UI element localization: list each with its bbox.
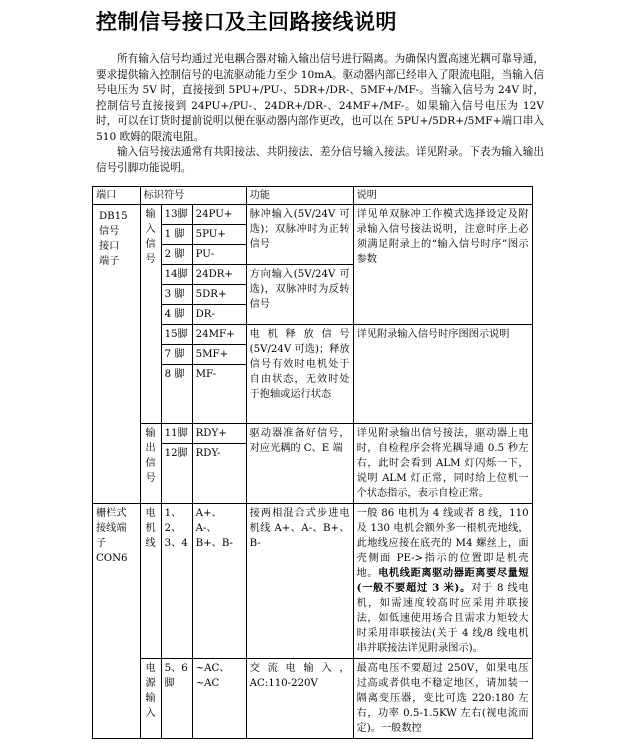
motor-group-cell: 电机线 <box>140 504 161 659</box>
output-group-cell: 输出信号 <box>140 424 161 504</box>
intro-paragraph-2: 输入信号接法通常有共阳接法、共阴接法、差分信号输入接法。详见附录。下表为输入输出信号引脚功能说明。 <box>96 146 544 174</box>
signal-cell: RDY- <box>192 444 246 504</box>
pin-cell: 13脚 <box>161 205 192 225</box>
note-cell <box>353 504 532 659</box>
table-row <box>93 205 533 225</box>
signal-cell: DR- <box>192 305 246 325</box>
page-title: 控制信号接口及主回路接线说明 <box>96 10 397 34</box>
function-cell: 驱动器准备好信号，对应光耦的 C、E 端 <box>246 424 353 504</box>
signal-cell: PU- <box>192 245 246 265</box>
db15-port-cell: DB15信号接口端子 <box>93 205 141 504</box>
pin-cell: 14脚 <box>161 265 192 285</box>
signal-cell: A+、A-、B+、B- <box>192 504 246 659</box>
pin-cell: 12脚 <box>161 444 192 504</box>
pin-cell: 15脚 <box>161 325 192 345</box>
pin-cell: 11脚 <box>161 424 192 444</box>
input-group-cell: 输入信号 <box>140 205 161 424</box>
pin-cell: 5、6脚 <box>161 659 192 739</box>
signal-table <box>92 186 533 739</box>
note-cell: 详见附录输入信号时序图图示说明 <box>353 325 532 424</box>
table-header-row <box>93 187 533 205</box>
header-note: 说明 <box>353 187 532 205</box>
signal-cell: ~AC、~AC <box>192 659 246 739</box>
pin-cell: 8 脚 <box>161 365 192 424</box>
pin-cell: 4 脚 <box>161 305 192 325</box>
function-cell: 方向输入(5V/24V 可选)，双脉冲时为反转信号 <box>246 265 353 325</box>
table-row <box>93 659 533 739</box>
pin-cell: 2 脚 <box>161 245 192 265</box>
header-port: 端口 <box>93 187 141 205</box>
table-row <box>93 424 533 444</box>
motor-note-a: 一般 86 电机为 4 线或者 8 线，110 及 130 电机会额外多一根机壳地线，此地线应接在底壳的 M4 螺丝上，面壳侧面 PE->指示的位置即是机壳地。 <box>356 508 529 579</box>
signal-cell: 5DR+ <box>192 285 246 305</box>
signal-cell: 24DR+ <box>192 265 246 285</box>
power-group-cell: 电源输入 <box>140 659 161 739</box>
pin-cell: 7 脚 <box>161 345 192 365</box>
header-function: 功能 <box>246 187 353 205</box>
table-row <box>93 504 533 659</box>
signal-cell: 5MF+ <box>192 345 246 365</box>
header-label: 标识符号 <box>140 187 246 205</box>
pin-cell: 1、2、3、4 <box>161 504 192 659</box>
pin-cell: 1 脚 <box>161 225 192 245</box>
con6-port-cell: 栅栏式接线端子CON6 <box>93 504 141 739</box>
motor-note-bold: 电机线距离驱动器距离要尽量短(一般不要超过 3 米)。 <box>356 567 529 594</box>
intro-paragraph-1: 所有输入信号均通过光电耦合器对输入输出信号进行隔离。为确保内置高速光耦可靠导通，要求提供输入控制信号的电流驱动能力至少 10mA。驱动器内部已经串入了限流电阻，当输入信号电压为 5V 时，直接接到 5PU+/PU-、5DR+/DR-、5MF+/MF-。当输入信号为 24V 时，控制信号直接接到 24PU+/PU-、24DR+/DR-、24MF+/MF-。如果输入信号电压为 12V 时，可以在订货时提前说明以便在驱动器内部作更改，也可以在 5PU+/5DR+/5MF+端口串入 510 欧姆的限流电阻。 <box>96 53 544 143</box>
note-cell: 详见单双脉冲工作模式选择设定及附录输入信号接法说明，注意时序上必须满足附录上的“输入信号时序”图示参数 <box>353 205 532 325</box>
note-cell: 详见附录输出信号接法，驱动器上电时，自检程序会将光耦导通 0.5 秒左右，此时会看到 ALM 灯闪烁一下，说明 ALM 灯正常，同时给上位机一个状态指示，表示自检正常。 <box>353 424 532 504</box>
pin-cell: 3 脚 <box>161 285 192 305</box>
note-cell: 最高电压不要超过 250V，如果电压过高或者供电不稳定地区，请加装一隔离变压器，变比可选 220:180 左右，功率 0.5-1.5KW 左右(视电流而定)。一般数控 <box>353 659 532 739</box>
function-cell: 接两相混合式步进电机线 A+、A-、B+、B- <box>246 504 353 659</box>
signal-cell: 5PU+ <box>192 225 246 245</box>
intro-text <box>96 52 544 176</box>
motor-note-b: 对于 8 线电机，如需速度较高时应采用并联接法，如低速使用场合且需求力矩较大时采用串联接法(关于 4 线/8 线电机串并联接法详见附录图示)。 <box>356 583 529 654</box>
signal-cell: MF- <box>192 365 246 424</box>
function-cell: 电机释放信号(5V/24V 可选)；释放信号有效时电机处于自由状态，无效时处于抱轴或运行状态 <box>246 325 353 424</box>
function-cell: 脉冲输入(5V/24V 可选)；双脉冲时为正转信号 <box>246 205 353 265</box>
signal-cell: RDY+ <box>192 424 246 444</box>
signal-cell: 24PU+ <box>192 205 246 225</box>
function-cell: 交流电输入，AC:110-220V <box>246 659 353 739</box>
signal-cell: 24MF+ <box>192 325 246 345</box>
